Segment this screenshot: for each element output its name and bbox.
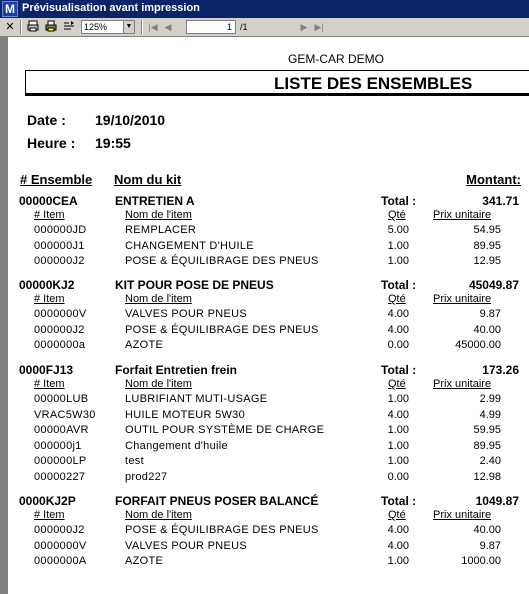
item-quantity: 1.00 <box>387 393 409 405</box>
item-row <box>8 224 529 239</box>
chevron-down-icon[interactable]: ▼ <box>123 21 134 33</box>
item-code: 0000000A <box>34 555 87 567</box>
item-name: VALVES POUR PNEUS <box>125 539 248 552</box>
kit-name: ENTRETIEN A <box>115 194 195 208</box>
header-amount: Montant: <box>466 172 521 187</box>
report-title-box <box>25 70 529 96</box>
item-code: 0000000V <box>34 539 87 552</box>
toolbar-separator <box>20 20 22 34</box>
zoom-select[interactable] <box>81 20 135 34</box>
subheader-item: # Item <box>34 293 65 305</box>
item-unit-price: 40.00 <box>473 524 501 536</box>
item-unit-price: 12.95 <box>473 255 501 267</box>
preview-area[interactable] <box>0 37 529 594</box>
kit-code: 00000CEA <box>19 194 78 208</box>
subheader-unit-price: Prix unitaire <box>433 378 492 390</box>
preview-toolbar <box>0 18 529 37</box>
time-label: Heure : <box>27 135 76 151</box>
item-unit-price: 1000.00 <box>461 555 501 567</box>
item-name: AZOTE <box>125 339 164 351</box>
item-quantity: 4.00 <box>387 308 409 320</box>
item-name: test <box>125 455 144 467</box>
fit-page-icon[interactable] <box>62 20 76 34</box>
item-row <box>8 440 529 455</box>
kit-total-label: Total : <box>381 494 417 508</box>
item-row <box>8 409 529 424</box>
item-row <box>8 255 529 270</box>
item-row <box>8 324 529 339</box>
page-number-input[interactable]: 1 <box>186 20 236 34</box>
item-unit-price: 40.00 <box>473 323 501 336</box>
item-quantity: 1.00 <box>387 424 409 436</box>
subheader-unit-price: Prix unitaire <box>433 509 492 521</box>
first-page-icon[interactable]: |◀ <box>148 22 158 32</box>
kit-total-value: 173.26 <box>482 363 519 377</box>
kit-code: 00000KJ2 <box>19 278 75 292</box>
zoom-value: 125% <box>84 22 108 32</box>
toolbar-separator <box>141 20 143 34</box>
subheader-item-name: Nom de l'item <box>125 209 192 221</box>
item-code: 000000J2 <box>34 255 85 267</box>
kit-total-value: 45049.87 <box>468 278 519 292</box>
item-unit-price: 45000.00 <box>455 339 501 351</box>
item-quantity: 0.00 <box>387 470 409 483</box>
report-page <box>8 37 529 594</box>
page-total: /1 <box>240 22 248 32</box>
date-value: 19/10/2010 <box>95 112 166 128</box>
kit-total-value: 1049.87 <box>475 494 519 508</box>
item-name: CHANGEMENT D'HUILE <box>125 239 254 252</box>
subheader-item-name: Nom de l'item <box>125 509 192 521</box>
item-row <box>8 393 529 408</box>
subheader-item-name: Nom de l'item <box>125 293 192 305</box>
item-quantity: 1.00 <box>387 239 409 252</box>
print-setup-icon[interactable] <box>26 20 40 34</box>
item-row <box>8 471 529 486</box>
item-name: POSE & ÉQUILIBRAGE DES PNEUS <box>125 323 319 336</box>
item-unit-price: 2.40 <box>479 455 501 467</box>
item-unit-price: 4.99 <box>479 408 501 421</box>
item-code: 0000000a <box>34 339 86 351</box>
item-quantity: 4.00 <box>387 408 409 421</box>
kit-code: 0000FJ13 <box>19 363 74 377</box>
close-icon[interactable]: ✕ <box>5 21 15 33</box>
item-name: VALVES POUR PNEUS <box>125 308 248 320</box>
subheader-item: # Item <box>34 378 65 390</box>
subheader-unit-price: Prix unitaire <box>433 209 492 221</box>
item-row <box>8 555 529 570</box>
item-name: Changement d'huile <box>125 439 228 452</box>
item-name: POSE & ÉQUILIBRAGE DES PNEUS <box>125 255 319 267</box>
item-row <box>8 524 529 539</box>
item-quantity: 5.00 <box>387 224 409 236</box>
next-page-icon[interactable]: ▶ <box>300 22 308 32</box>
time-value: 19:55 <box>95 135 131 151</box>
item-name: POSE & ÉQUILIBRAGE DES PNEUS <box>125 524 319 536</box>
subheader-item: # Item <box>34 209 65 221</box>
item-name: prod227 <box>125 470 168 483</box>
item-row <box>8 540 529 555</box>
item-row <box>8 240 529 255</box>
item-row <box>8 424 529 439</box>
item-code: 000000JD <box>34 224 87 236</box>
item-quantity: 1.00 <box>387 555 409 567</box>
item-code: 00000LUB <box>34 393 89 405</box>
item-name: LUBRIFIANT MUTI-USAGE <box>125 393 268 405</box>
item-code: 00000AVR <box>34 424 89 436</box>
app-icon: M <box>2 1 18 17</box>
item-code: 00000227 <box>34 470 86 483</box>
item-quantity: 0.00 <box>387 339 409 351</box>
report-title: LISTE DES ENSEMBLES <box>274 74 473 93</box>
item-quantity: 4.00 <box>387 524 409 536</box>
item-row <box>8 455 529 470</box>
window-title: Prévisualisation avant impression <box>22 2 200 14</box>
kit-total-label: Total : <box>381 363 417 377</box>
print-icon[interactable] <box>44 20 58 34</box>
item-unit-price: 54.95 <box>473 224 501 236</box>
item-quantity: 1.00 <box>387 439 409 452</box>
item-code: 000000J1 <box>34 239 85 252</box>
kit-code: 0000KJ2P <box>19 494 76 508</box>
subheader-quantity: Qté <box>388 378 406 390</box>
item-name: REMPLACER <box>125 224 197 236</box>
kit-name: FORFAIT PNEUS POSER BALANCÉ <box>115 494 319 508</box>
date-label: Date : <box>27 112 66 128</box>
company-name: GEM-CAR DEMO <box>288 52 384 66</box>
kit-name: KIT POUR POSE DE PNEUS <box>115 278 274 292</box>
item-name: AZOTE <box>125 555 164 567</box>
item-code: 000000j1 <box>34 439 82 452</box>
subheader-quantity: Qté <box>388 509 406 521</box>
item-unit-price: 9.87 <box>479 539 501 552</box>
subheader-quantity: Qté <box>388 293 406 305</box>
header-ensemble: # Ensemble <box>20 172 93 187</box>
previous-page-icon[interactable]: ◀ <box>164 22 172 32</box>
item-code: VRAC5W30 <box>34 408 96 421</box>
item-unit-price: 12.98 <box>473 470 501 483</box>
item-name: OUTIL POUR SYSTÈME DE CHARGE <box>125 424 325 436</box>
item-quantity: 1.00 <box>387 255 409 267</box>
item-unit-price: 9.87 <box>479 308 501 320</box>
subheader-item-name: Nom de l'item <box>125 378 192 390</box>
kit-name: Forfait Entretien frein <box>115 363 238 377</box>
kit-total-label: Total : <box>381 194 417 208</box>
item-code: 000000LP <box>34 455 87 467</box>
item-quantity: 4.00 <box>387 539 409 552</box>
subheader-unit-price: Prix unitaire <box>433 293 492 305</box>
item-unit-price: 59.95 <box>473 424 501 436</box>
subheader-quantity: Qté <box>388 209 406 221</box>
item-code: 0000000V <box>34 308 87 320</box>
item-quantity: 4.00 <box>387 323 409 336</box>
item-row <box>8 339 529 354</box>
kit-total-label: Total : <box>381 278 417 292</box>
header-kit-name: Nom du kit <box>114 172 182 187</box>
subheader-item: # Item <box>34 509 65 521</box>
item-name: HUILE MOTEUR 5W30 <box>125 408 246 421</box>
item-unit-price: 2.99 <box>479 393 501 405</box>
item-unit-price: 89.95 <box>473 239 501 252</box>
item-quantity: 1.00 <box>387 455 409 467</box>
kit-total-value: 341.71 <box>482 194 519 208</box>
last-page-icon[interactable]: ▶| <box>314 22 324 32</box>
item-code: 000000J2 <box>34 524 85 536</box>
item-code: 000000J2 <box>34 323 85 336</box>
item-row <box>8 308 529 323</box>
window-title-bar <box>0 0 529 18</box>
item-unit-price: 89.95 <box>473 439 501 452</box>
